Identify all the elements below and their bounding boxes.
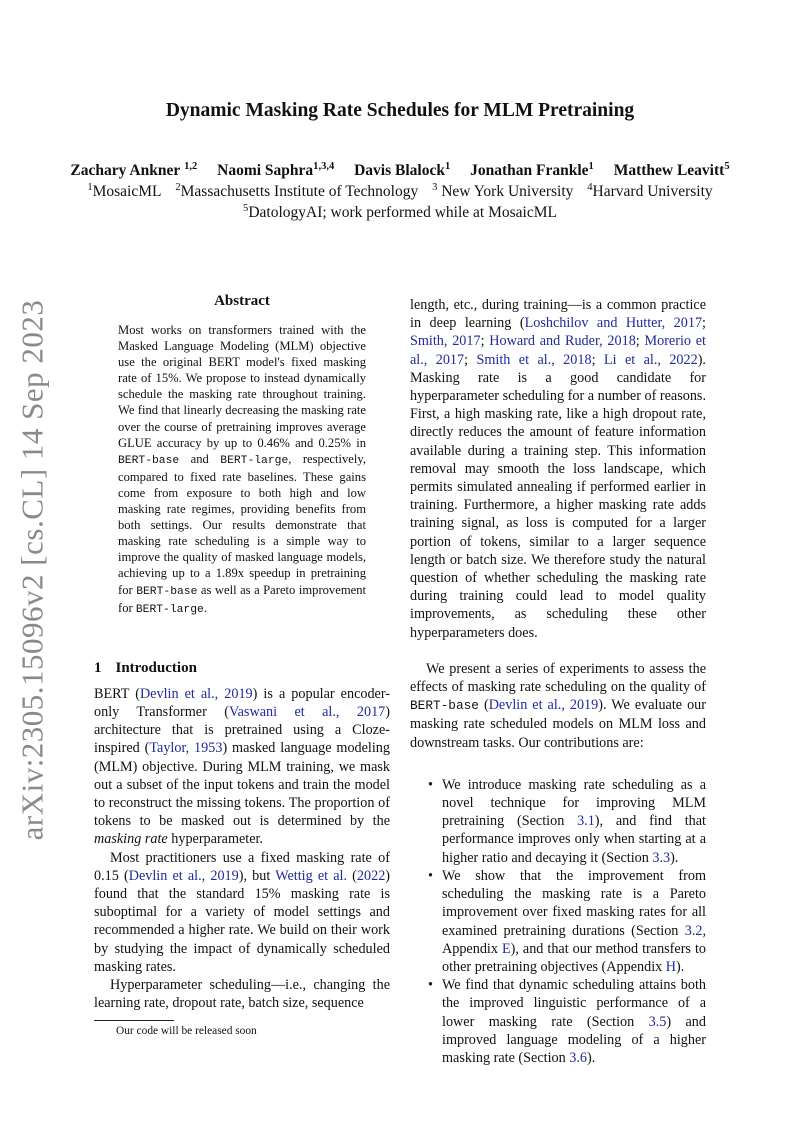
- section-ref-link[interactable]: 3.5: [648, 1013, 667, 1030]
- author-block: [40, 160, 760, 223]
- citation-link[interactable]: Morerio et al., 2017: [410, 333, 706, 368]
- affiliation-4: $^4$Harvard University: [587, 182, 713, 200]
- author-5: Matthew Leavitt$^5$: [613, 161, 730, 179]
- left-column: [94, 293, 390, 1037]
- section-ref-link[interactable]: 3.2: [684, 922, 703, 939]
- intro-paragraph-3-start: Hyperparameter scheduling—i.e., changing the learning rate, dropout rate, batch size, sequence: [94, 976, 390, 1012]
- citation-link[interactable]: Devlin et al., 2019: [139, 685, 253, 702]
- citation-link[interactable]: Devlin et al., 2019: [488, 697, 599, 714]
- intro-paragraph-3-continued: length, etc., during training—is a common practice in deep learning (Loshchilov and Hutter, 2017; Smith, 2017; Howard and Ruder, 2018; Morerio et al., 2017; Smith et al., 2018; Li et al., 2022). Masking rate is a good candidate for hyperparameter scheduling for a number of reasons. First, a high masking rate, like a high dropout rate, directly reduces the amount of feature information available during a training step. This information removal may smooth the loss landscape, which permits simulated annealing if performed earlier in training. Furthermore, a higher masking rate adds training signal, as loss is computed for a larger portion of tokens, similar to a larger sequence length or batch size. We therefore study the natural question of whether scheduling the masking rate during training could lead to model quality improvements, as scheduling these other hyperparameters does.: [410, 297, 706, 641]
- footnote-divider: [94, 1020, 174, 1021]
- affiliation-2: $^2$Massachusetts Institute of Technology: [175, 182, 419, 200]
- citation-link[interactable]: Devlin et al., 2019: [128, 867, 239, 884]
- section-ref-link[interactable]: 3.1: [577, 813, 595, 830]
- citation-link[interactable]: Howard and Ruder, 2018: [489, 333, 636, 350]
- citation-link[interactable]: Smith et al., 2018: [476, 351, 592, 368]
- affiliation-1: $^1$MosaicML: [87, 182, 162, 200]
- contributions-list: [410, 776, 706, 1067]
- appendix-ref-link[interactable]: H: [665, 958, 677, 975]
- abstract-text: Most works on transformers trained with the Masked Language Modeling (MLM) objective use the original BERT model's fixed masking rate of 15%. We propose to instead dynamically schedule the masking rate throughout training. We find that linearly decreasing the masking rate over the course of pretraining improves average GLUE accuracy by up to 0.46% and 0.25% in BERT-base and BERT-large, respectively, compared to fixed rate baselines. These gains come from exposure to both high and low masking rate regimes, providing benefits from both settings. Our results demonstrate that masking rate scheduling is a simple way to improve the quality of masked language models, achieving up to a 1.89x speedup in pretraining for BERT-base as well as a Pareto improvement for BERT-large.: [118, 323, 367, 616]
- paragraph-spacer: [410, 642, 706, 660]
- author-names: [40, 160, 760, 181]
- right-column: [410, 296, 706, 1067]
- abstract-heading: Abstract: [214, 293, 270, 309]
- arxiv-identifier: [12, 299, 52, 841]
- citation-link[interactable]: Smith, 2017: [410, 333, 481, 350]
- citation-link[interactable]: 2022: [356, 867, 386, 884]
- citation-link[interactable]: Taylor, 1953: [149, 740, 223, 757]
- intro-paragraph-2: Most practitioners use a fixed masking rate of 0.15 (Devlin et al., 2019), but Wettig et al. (2022) found that the standard 15% masking rate is suboptimal for a variety of model settings and recommended a higher rate. We build on their work by studying the impact of dynamically scheduled masking rates.: [94, 849, 391, 975]
- author-1: Zachary Ankner $^{1,2}$: [70, 161, 198, 179]
- arxiv-id-text: arXiv:2305.15096v2 [cs.CL] 14 Sep 2023: [14, 299, 49, 841]
- contribution-item: • We find that dynamic scheduling attains both the improved linguistic performance of a lower masking rate (Section 3.5) and improved language modeling of a higher masking rate (Section 3.6).: [428, 976, 706, 1067]
- appendix-ref-link[interactable]: E: [501, 940, 511, 957]
- author-2: Naomi Saphra$^{1,3,4}$: [217, 161, 335, 179]
- affiliations: [40, 181, 760, 202]
- citation-link[interactable]: Wettig et al.: [275, 867, 348, 884]
- section-heading-introduction: 1 Introduction: [94, 659, 197, 676]
- citation-link[interactable]: Loshchilov and Hutter, 2017: [524, 315, 703, 332]
- contribution-item: • We show that the improvement from scheduling the masking rate is a Pareto improvement over fixed masking rates for all examined pretraining durations (Section 3.2, Appendix E), and that our method transfers to other pretraining objectives (Appendix H).: [428, 867, 706, 976]
- author-3: Davis Blalock$^1$: [354, 161, 451, 179]
- section-ref-link[interactable]: 3.3: [652, 849, 671, 866]
- contribution-item: • We introduce masking rate scheduling as a novel technique for improving MLM pretraining (Section 3.1), and find that performance improves only when starting at a higher ratio and decaying it (Section 3.3).: [428, 776, 706, 867]
- affiliation-5: $^5$DatologyAI; work performed while at MosaicML: [243, 203, 557, 221]
- citation-link[interactable]: Li et al., 2022: [603, 351, 698, 368]
- intro-paragraph-4: We present a series of experiments to assess the effects of masking rate scheduling on the quality of BERT-base (Devlin et al., 2019). We evaluate our masking rate scheduled models on MLM loss and downstream tasks. Our contributions are:: [410, 660, 706, 751]
- section-ref-link[interactable]: 3.6: [569, 1049, 587, 1066]
- paper-title: Dynamic Masking Rate Schedules for MLM Pretraining: [165, 100, 635, 121]
- affiliation-3: $^3$ New York University: [432, 182, 574, 200]
- author-4: Jonathan Frankle$^1$: [470, 161, 594, 179]
- footnote: Our code will be released soon: [116, 1025, 257, 1038]
- intro-paragraph-1: BERT (Devlin et al., 2019) is a popular encoder-only Transformer (Vaswani et al., 2017) architecture that is pretrained using a Cloze-inspired (Taylor, 1953) masked language modeling (MLM) objective. During MLM training, we mask out a subset of the input tokens and train the model to reconstruct the missing tokens. The proportion of tokens to be masked out is determined by the masking rate hyperparameter.: [94, 685, 391, 848]
- citation-link[interactable]: Vaswani et al., 2017: [228, 703, 386, 720]
